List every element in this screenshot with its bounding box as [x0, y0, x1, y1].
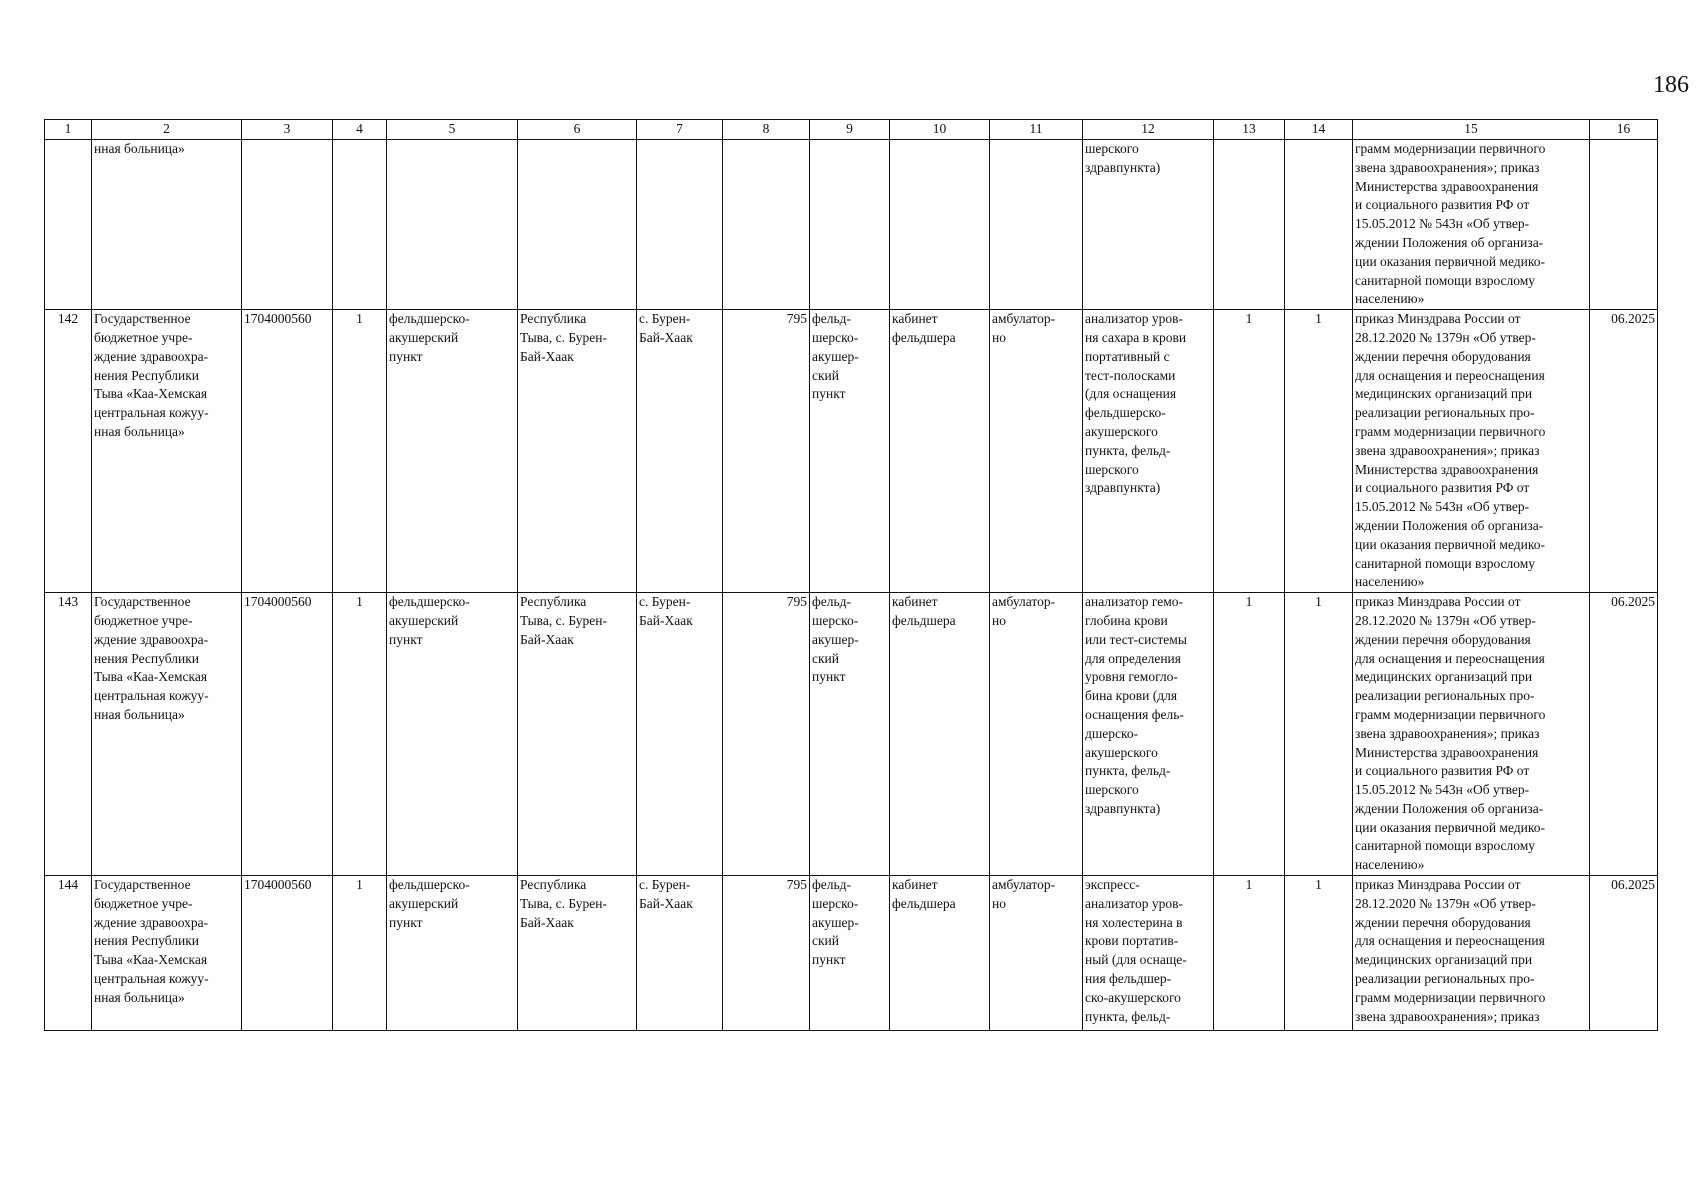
count-cell: 1 [333, 310, 387, 593]
institution-code-cell: 1704000560 [242, 876, 333, 1031]
column-header: 15 [1353, 120, 1590, 140]
population-cell: 795 [723, 876, 810, 1031]
deadline-cell: 06.2025 [1590, 876, 1658, 1031]
column-header: 11 [990, 120, 1083, 140]
room-cell: кабинет фельдшера [890, 593, 990, 876]
deadline-cell [1590, 140, 1658, 310]
room-cell: кабинет фельдшера [890, 876, 990, 1031]
column-header: 5 [387, 120, 518, 140]
institution-code-cell: 1704000560 [242, 310, 333, 593]
quantity-total-cell: 1 [1285, 876, 1353, 1031]
settlement-cell [637, 140, 723, 310]
quantity-planned-cell [1214, 140, 1285, 310]
unit-type-cell: фельдшерско- акушерский пункт [387, 876, 518, 1031]
room-cell: кабинет фельдшера [890, 310, 990, 593]
quantity-total-cell: 1 [1285, 593, 1353, 876]
column-header: 9 [810, 120, 890, 140]
column-header: 2 [92, 120, 242, 140]
institution-code-cell: 1704000560 [242, 593, 333, 876]
address-cell: Республика Тыва, с. Бурен- Бай-Хаак [518, 593, 637, 876]
row-number-cell: 142 [45, 310, 92, 593]
equipment-cell: экспресс- анализатор уров- ня холестерина в крови портатив- ный (для оснаще- ния фельдшер- ско-акушерского пункта, фельд- [1083, 876, 1214, 1031]
column-header: 1 [45, 120, 92, 140]
table-row [45, 876, 1658, 1031]
settlement-cell: с. Бурен- Бай-Хаак [637, 310, 723, 593]
population-cell [723, 140, 810, 310]
page-number: 186 [1653, 72, 1689, 98]
address-cell: Республика Тыва, с. Бурен- Бай-Хаак [518, 876, 637, 1031]
address-cell [518, 140, 637, 310]
column-header: 7 [637, 120, 723, 140]
count-cell [333, 140, 387, 310]
quantity-planned-cell: 1 [1214, 593, 1285, 876]
unit-profile-cell: фельд- шерско- акушер- ский пункт [810, 876, 890, 1031]
unit-profile-cell: фельд- шерско- акушер- ский пункт [810, 310, 890, 593]
equipment-cell: шерского здравпункта) [1083, 140, 1214, 310]
row-number-cell: 144 [45, 876, 92, 1031]
table-row [45, 140, 1658, 310]
unit-profile-cell [810, 140, 890, 310]
unit-type-cell: фельдшерско- акушерский пункт [387, 310, 518, 593]
deadline-cell: 06.2025 [1590, 310, 1658, 593]
table-row [45, 593, 1658, 876]
count-cell: 1 [333, 876, 387, 1031]
institution-name-cell: нная больница» [92, 140, 242, 310]
column-header: 14 [1285, 120, 1353, 140]
header-row [45, 120, 1658, 140]
care-form-cell: амбулатор- но [990, 876, 1083, 1031]
column-header: 13 [1214, 120, 1285, 140]
institution-name-cell: Государственное бюджетное учре- ждение здравоохра- нения Республики Тыва «Каа-Хемская центральная кожуу- нная больница» [92, 310, 242, 593]
count-cell: 1 [333, 593, 387, 876]
legal-basis-cell: грамм модернизации первичного звена здравоохранения»; приказ Министерства здравоохранения и социального развития РФ от 15.05.2012 № 543н «Об утвер- ждении Положения об организа- ции оказания первичной медико- санитарной помощи взрослому населению» [1353, 140, 1590, 310]
legal-basis-cell: приказ Минздрава России от 28.12.2020 № 1379н «Об утвер- ждении перечня оборудования для оснащения и переоснащения медицинских организаций при реализации региональных про- грамм модернизации первичного звена здравоохранения»; приказ [1353, 876, 1590, 1031]
quantity-total-cell [1285, 140, 1353, 310]
settlement-cell: с. Бурен- Бай-Хаак [637, 876, 723, 1031]
unit-profile-cell: фельд- шерско- акушер- ский пункт [810, 593, 890, 876]
settlement-cell: с. Бурен- Бай-Хаак [637, 593, 723, 876]
column-header: 8 [723, 120, 810, 140]
equipment-cell: анализатор гемо- глобина крови или тест-системы для определения уровня гемогло- бина крови (для оснащения фель- дшерско- акушерского пункта, фельд- шерского здравпункта) [1083, 593, 1214, 876]
column-header: 16 [1590, 120, 1658, 140]
population-cell: 795 [723, 310, 810, 593]
equipment-cell: анализатор уров- ня сахара в крови портативный с тест-полосками (для оснащения фельдшерско- акушерского пункта, фельд- шерского здравпункта) [1083, 310, 1214, 593]
quantity-planned-cell: 1 [1214, 876, 1285, 1031]
row-number-cell [45, 140, 92, 310]
care-form-cell [990, 140, 1083, 310]
column-header: 10 [890, 120, 990, 140]
legal-basis-cell: приказ Минздрава России от 28.12.2020 № 1379н «Об утвер- ждении перечня оборудования для оснащения и переоснащения медицинских организаций при реализации региональных про- грамм модернизации первичного звена здравоохранения»; приказ Министерства здравоохранения и социального развития РФ от 15.05.2012 № 543н «Об утвер- ждении Положения об организа- ции оказания первичной медико- санитарной помощи взрослому населению» [1353, 593, 1590, 876]
institution-name-cell: Государственное бюджетное учре- ждение здравоохра- нения Республики Тыва «Каа-Хемская центральная кожуу- нная больница» [92, 876, 242, 1031]
care-form-cell: амбулатор- но [990, 593, 1083, 876]
column-header: 12 [1083, 120, 1214, 140]
column-header: 3 [242, 120, 333, 140]
population-cell: 795 [723, 593, 810, 876]
room-cell [890, 140, 990, 310]
address-cell: Республика Тыва, с. Бурен- Бай-Хаак [518, 310, 637, 593]
institution-code-cell [242, 140, 333, 310]
row-number-cell: 143 [45, 593, 92, 876]
deadline-cell: 06.2025 [1590, 593, 1658, 876]
unit-type-cell: фельдшерско- акушерский пункт [387, 593, 518, 876]
table-row [45, 310, 1658, 593]
quantity-planned-cell: 1 [1214, 310, 1285, 593]
column-header: 4 [333, 120, 387, 140]
quantity-total-cell: 1 [1285, 310, 1353, 593]
care-form-cell: амбулатор- но [990, 310, 1083, 593]
institution-name-cell: Государственное бюджетное учре- ждение здравоохра- нения Республики Тыва «Каа-Хемская центральная кожуу- нная больница» [92, 593, 242, 876]
unit-type-cell [387, 140, 518, 310]
column-header: 6 [518, 120, 637, 140]
legal-basis-cell: приказ Минздрава России от 28.12.2020 № 1379н «Об утвер- ждении перечня оборудования для оснащения и переоснащения медицинских организаций при реализации региональных про- грамм модернизации первичного звена здравоохранения»; приказ Министерства здравоохранения и социального развития РФ от 15.05.2012 № 543н «Об утвер- ждении Положения об организа- ции оказания первичной медико- санитарной помощи взрослому населению» [1353, 310, 1590, 593]
equipment-table [44, 119, 1658, 1031]
